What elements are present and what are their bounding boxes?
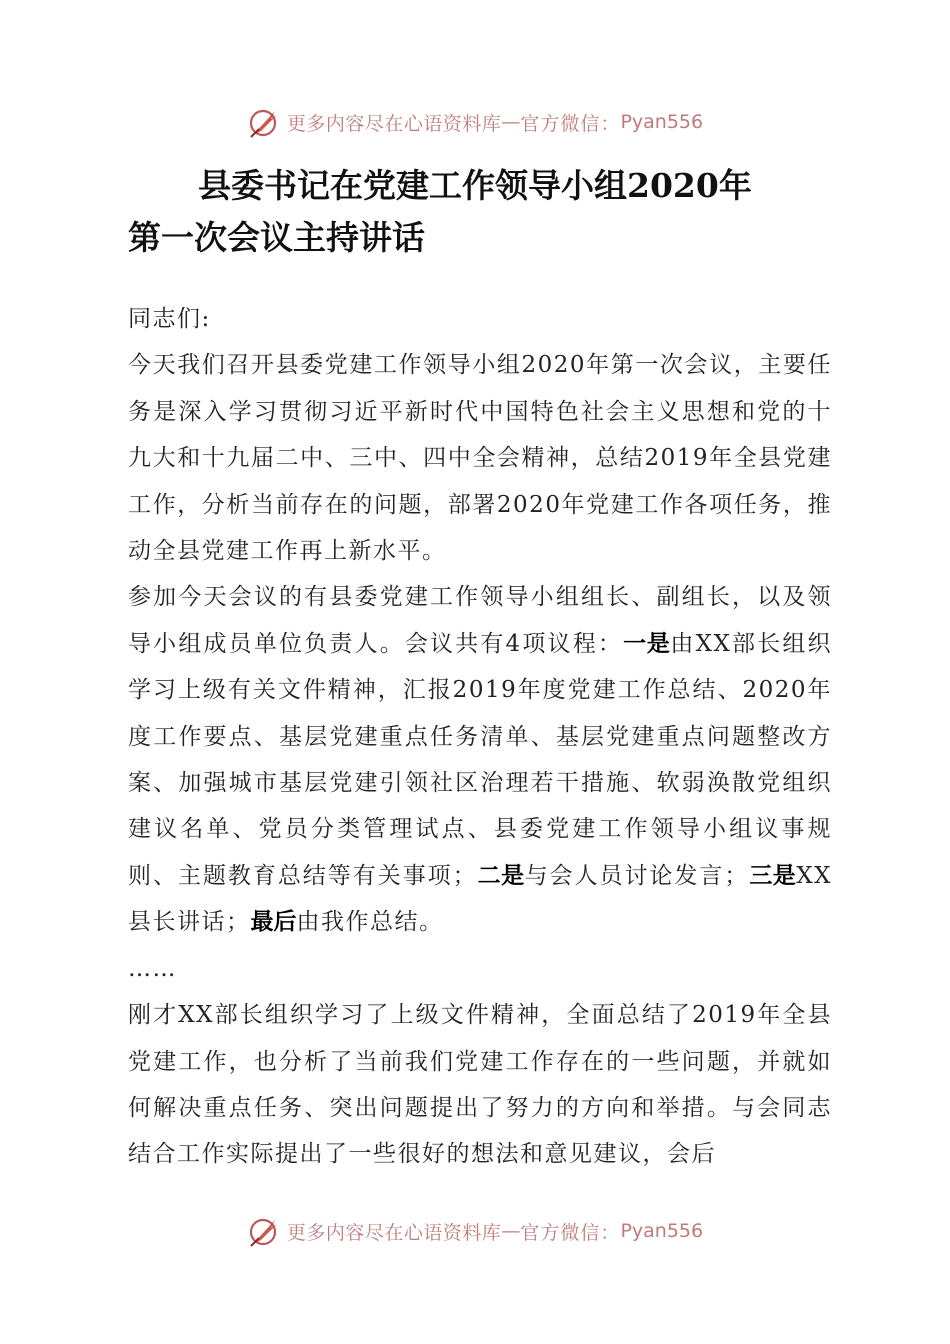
- banner-separator: —: [501, 1220, 521, 1242]
- paragraph-2: [128, 574, 832, 945]
- salutation: 同志们:: [128, 306, 211, 332]
- paragraph-1: 今天我们召开县委党建工作领导小组2020年第一次会议，主要任务是深入学习贯彻习近平新时代中国特色社会主义思想和党的十九大和十九届二中、三中、四中全会精神，总结2019年全县党建工作，分析当前存在的问题，部署2020年党建工作各项任务，推动全县党建工作再上新水平。: [128, 352, 832, 565]
- footer-banner: [0, 1211, 950, 1251]
- ellipsis: ……: [128, 955, 177, 982]
- quill-logo-icon: [247, 1214, 281, 1248]
- banner-library-text: 更多内容尽在心语资料库: [286, 112, 502, 135]
- agenda-item-4-label: 最后: [250, 909, 297, 936]
- paragraph-3: 刚才XX部长组织学习了上级文件精神，全面总结了2019年全县党建工作，也分析了当前我们党建工作存在的一些问题，并就如何解决重点任务、突出问题提出了努力的方向和举措。与会同志结合工作实际提出了一些很好的想法和意见建议，会后: [128, 1002, 832, 1168]
- document-body: [128, 296, 832, 1178]
- banner-wechat-label: 官方微信：: [520, 112, 621, 135]
- banner-wechat-label: 官方微信：: [520, 1221, 621, 1244]
- p2-intro: 参加今天会议的有县委党建工作领导小组组长、副组长，以及领导小组成员单位负责人。会议共有4项议程：: [128, 584, 832, 657]
- agenda-item-1-text: 由XX部长组织学习上级有关文件精神，汇报2019年度党建工作总结、2020年度工作要点、基层党建重点任务清单、基层党建重点问题整改方案、加强城市基层党建引领社区治理若干措施、软弱涣散党组织建议名单、党员分类管理试点、县委党建工作领导小组议事规则、主题教育总结等有关事项；: [128, 630, 833, 889]
- title-line-2: 第一次会议主持讲话: [128, 218, 425, 257]
- banner-library-text: 更多内容尽在心语资料库: [286, 1221, 502, 1244]
- document-title: [128, 160, 828, 264]
- quill-logo-icon: [247, 105, 281, 139]
- title-line-1: 县委书记在党建工作领导小组2020年: [198, 166, 752, 205]
- agenda-item-4-text: 由我作总结。: [296, 909, 444, 936]
- agenda-item-2-label: 二是: [477, 862, 525, 889]
- banner-separator: —: [501, 111, 521, 133]
- agenda-item-1-label: 一是: [623, 630, 671, 657]
- banner-wechat-id: Pyan556: [620, 1220, 704, 1242]
- header-banner: [0, 102, 950, 142]
- agenda-item-3-label: 三是: [748, 862, 797, 889]
- agenda-item-2-text: 与会人员讨论发言；: [524, 862, 749, 889]
- agenda-item-3-text: XX县长讲话；: [128, 862, 833, 936]
- banner-wechat-id: Pyan556: [620, 111, 704, 133]
